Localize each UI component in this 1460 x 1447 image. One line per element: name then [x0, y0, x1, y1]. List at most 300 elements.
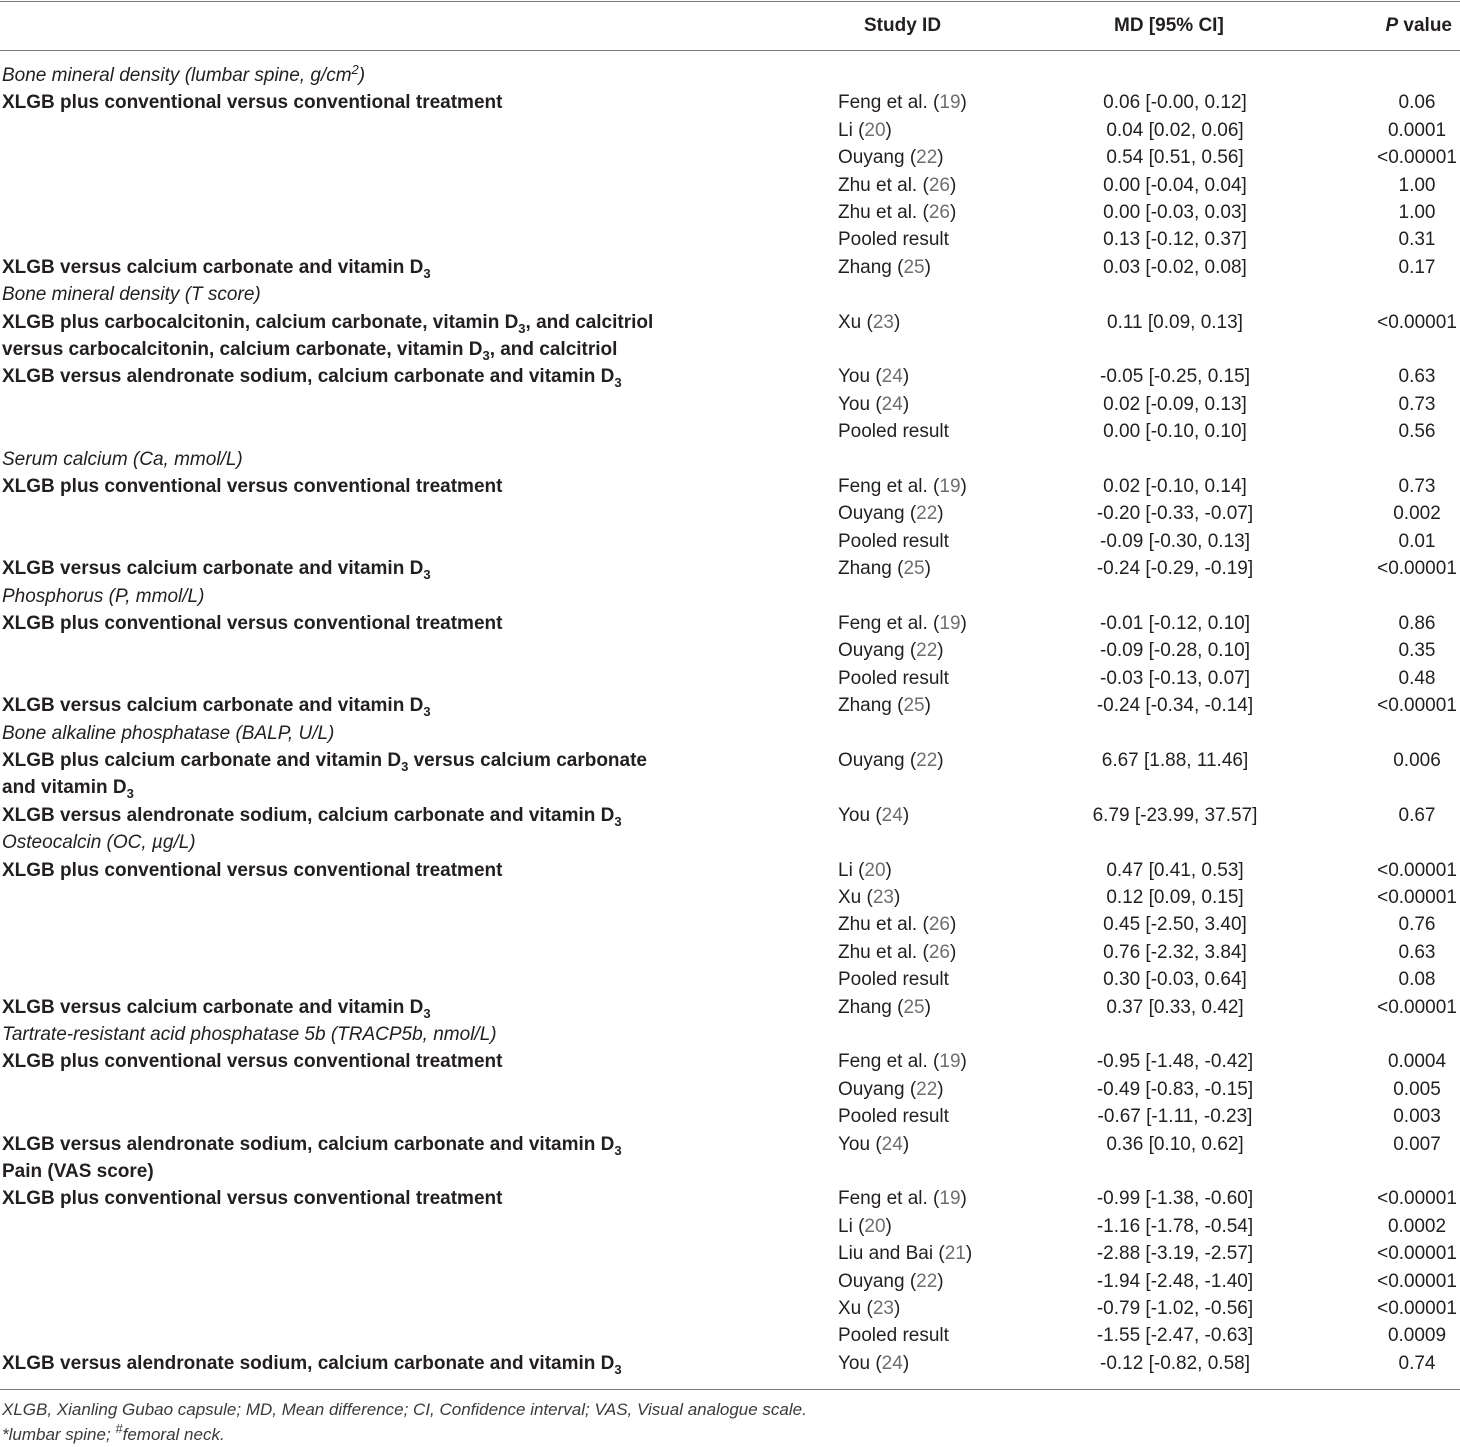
mean-difference: -0.20 [-0.33, -0.07] — [1096, 503, 1254, 525]
table-row — [0, 1268, 1460, 1295]
table-row — [0, 829, 1460, 856]
table-row — [0, 1295, 1460, 1322]
label-text: XLGB plus conventional versus conventional treatment — [2, 1051, 503, 1073]
subscript: 3 — [423, 567, 431, 583]
comparison-label — [2, 336, 617, 364]
mean-difference: -2.88 [-3.19, -2.57] — [1096, 1243, 1254, 1265]
p-value: <0.00001 — [1377, 859, 1457, 881]
p-value: <0.00001 — [1377, 695, 1457, 717]
subscript: 3 — [423, 704, 431, 720]
footnote-lumbar: *lumbar spine; — [2, 1425, 116, 1444]
mean-difference: 0.45 [-2.50, 3.40] — [1103, 914, 1247, 936]
mean-difference: 0.00 [-0.10, 0.10] — [1103, 421, 1247, 443]
study-name: Zhang ( — [838, 558, 904, 580]
comparison-label — [2, 802, 622, 830]
p-value: <0.00001 — [1377, 558, 1457, 580]
table-row — [0, 528, 1460, 555]
table-row — [0, 1350, 1460, 1377]
study-name: Zhu et al. ( — [838, 914, 929, 936]
study-name: Feng et al. ( — [838, 1188, 940, 1210]
p-value: 0.74 — [1398, 1352, 1436, 1374]
label-text: Serum calcium (Ca, mmol/L) — [2, 448, 243, 470]
study-name: Zhu et al. ( — [838, 174, 929, 196]
table-row — [0, 254, 1460, 281]
label-text: Bone alkaline phosphatase (BALP, U/L) — [2, 722, 335, 744]
mean-difference: -0.49 [-0.83, -0.15] — [1096, 1078, 1254, 1100]
study-id: Ouyang (22) — [838, 147, 944, 169]
study-id: Xu (23) — [838, 887, 901, 908]
study-id: Zhang (25) — [838, 996, 931, 1018]
study-name: Pooled result — [838, 421, 949, 443]
section-heading — [2, 583, 204, 610]
study-name: You ( — [838, 1352, 882, 1374]
table-row — [0, 802, 1460, 829]
study-name: Pooled result — [838, 1106, 949, 1128]
table-row — [0, 226, 1460, 253]
mean-difference: -0.95 [-1.48, -0.42] — [1096, 1051, 1254, 1073]
study-id: Zhu et al. (26) — [838, 914, 957, 936]
p-value: <0.00001 — [1377, 1298, 1457, 1319]
label-text: XLGB plus conventional versus conventional treatment — [2, 613, 503, 634]
study-name: Feng et al. ( — [838, 613, 940, 634]
study-id — [838, 1103, 949, 1130]
subscript: 3 — [423, 265, 431, 281]
study-id: Ouyang (22) — [838, 1270, 944, 1292]
table-row — [0, 1158, 1460, 1185]
p-value: 0.73 — [1398, 476, 1436, 497]
p-value: 0.67 — [1398, 804, 1436, 826]
p-value: <0.00001 — [1377, 1243, 1457, 1265]
footnote-hash: # — [115, 1421, 123, 1436]
label-text: XLGB plus conventional versus conventional treatment — [2, 92, 503, 114]
reference-link[interactable]: 20 — [864, 1215, 886, 1237]
label-text: Bone mineral density (T score) — [2, 284, 261, 306]
study-name: Pooled result — [838, 530, 949, 552]
reference-link[interactable]: 24 — [881, 393, 903, 415]
study-id: Zhu et al. (26) — [838, 941, 957, 963]
study-id: Li (20) — [838, 859, 892, 881]
mean-difference: 0.76 [-2.32, 3.84] — [1103, 941, 1247, 963]
subscript: 3 — [614, 1361, 622, 1377]
reference-link[interactable]: 26 — [928, 941, 950, 963]
reference-link[interactable]: 23 — [872, 887, 894, 908]
p-value: 0.007 — [1393, 1133, 1441, 1155]
study-id: You (24) — [838, 393, 910, 415]
comparison-label — [2, 89, 502, 116]
mean-difference: 0.13 [-0.12, 0.37] — [1103, 229, 1247, 251]
study-name: Ouyang ( — [838, 147, 917, 169]
mean-difference: 0.03 [-0.02, 0.08] — [1103, 256, 1247, 278]
comparison-label — [2, 1131, 622, 1159]
reference-link[interactable]: 24 — [881, 1352, 903, 1374]
label-text: XLGB plus conventional versus conventional treatment — [2, 1188, 503, 1210]
reference-link[interactable]: 26 — [928, 174, 950, 196]
study-name: Xu ( — [838, 1298, 873, 1319]
p-value: 0.06 — [1398, 92, 1436, 114]
mean-difference: -0.99 [-1.38, -0.60] — [1096, 1188, 1254, 1210]
footnote-abbreviations: XLGB, Xianling Gubao capsule; MD, Mean difference; CI, Confidence interval; VAS, Visual analogue scale. — [2, 1400, 807, 1419]
table-row — [0, 1213, 1460, 1240]
reference-link[interactable]: 21 — [944, 1243, 966, 1265]
study-id: Zhang (25) — [838, 256, 931, 278]
reference-link[interactable]: 22 — [916, 147, 938, 169]
table-row — [0, 391, 1460, 418]
p-value: 0.0002 — [1387, 1215, 1447, 1237]
study-name: You ( — [838, 393, 882, 415]
column-header-md-ci: MD [95% CI] — [1114, 15, 1224, 36]
comparison-label — [2, 1350, 622, 1378]
reference-link[interactable]: 19 — [939, 476, 961, 497]
label-text-after: , and calcitriol — [489, 339, 618, 360]
mean-difference: 0.02 [-0.10, 0.14] — [1103, 476, 1247, 497]
study-id: Zhu et al. (26) — [838, 202, 957, 223]
p-value: 0.0004 — [1387, 1051, 1447, 1073]
p-value: 0.01 — [1398, 530, 1436, 552]
section-heading — [2, 62, 365, 90]
study-id: You (24) — [838, 804, 910, 826]
column-header-study-id: Study ID — [864, 15, 942, 36]
study-id: Feng et al. (19) — [838, 92, 967, 114]
reference-link[interactable]: 20 — [864, 119, 886, 141]
reference-link[interactable]: 25 — [903, 256, 925, 278]
table-row — [0, 1131, 1460, 1158]
subscript: 3 — [126, 786, 134, 802]
subscript: 3 — [518, 320, 526, 336]
mean-difference: -0.09 [-0.30, 0.13] — [1100, 530, 1250, 552]
table-row — [0, 1076, 1460, 1103]
mean-difference: -1.16 [-1.78, -0.54] — [1096, 1215, 1254, 1237]
section-heading — [2, 829, 196, 856]
label-text: XLGB plus conventional versus conventional treatment — [2, 476, 503, 497]
table-row — [0, 747, 1460, 774]
table-row — [0, 692, 1460, 719]
reference-link[interactable]: 19 — [939, 1188, 961, 1210]
study-id: Ouyang (22) — [838, 1078, 944, 1100]
study-name: Zhu et al. ( — [838, 202, 929, 223]
study-name: Li ( — [838, 119, 865, 141]
study-id: Xu (23) — [838, 1298, 901, 1319]
study-id: Li (20) — [838, 1215, 892, 1237]
mean-difference: 0.37 [0.33, 0.42] — [1106, 996, 1244, 1018]
p-value: <0.00001 — [1377, 887, 1457, 908]
section-heading — [2, 281, 261, 308]
study-id — [838, 226, 949, 253]
mean-difference: -0.24 [-0.29, -0.19] — [1096, 558, 1254, 580]
label-text: XLGB plus calcium carbonate and vitamin D — [2, 750, 402, 771]
study-name: Zhang ( — [838, 996, 904, 1018]
study-id: Zhu et al. (26) — [838, 174, 957, 196]
mean-difference: -0.79 [-1.02, -0.56] — [1096, 1298, 1254, 1319]
label-text: XLGB versus alendronate sodium, calcium carbonate and vitamin D — [2, 804, 615, 826]
subscript: 3 — [614, 813, 622, 829]
comparison-label — [2, 254, 431, 282]
label-text-after: ) — [358, 65, 366, 86]
reference-link[interactable]: 24 — [881, 366, 903, 388]
reference-link[interactable]: 20 — [864, 859, 886, 881]
subscript: 3 — [614, 1142, 622, 1158]
reference-link[interactable]: 22 — [916, 1270, 938, 1292]
mean-difference: 6.79 [-23.99, 37.57] — [1092, 804, 1258, 826]
p-value: 0.76 — [1398, 914, 1436, 936]
p-value: 0.0001 — [1387, 119, 1447, 141]
reference-link[interactable]: 24 — [881, 804, 903, 826]
table-row — [0, 939, 1460, 966]
study-name: Zhu et al. ( — [838, 941, 929, 963]
study-name: You ( — [838, 1133, 882, 1155]
label-text: XLGB versus alendronate sodium, calcium carbonate and vitamin D — [2, 1352, 615, 1374]
footnote-femoral: femoral neck. — [122, 1425, 225, 1444]
reference-link[interactable]: 19 — [939, 1051, 961, 1073]
study-name: Xu ( — [838, 887, 873, 908]
table-row — [0, 555, 1460, 582]
study-id — [838, 528, 949, 555]
section-heading — [2, 1021, 497, 1048]
comparison-label — [2, 309, 653, 337]
p-value: 0.48 — [1398, 667, 1436, 689]
mean-difference: -1.55 [-2.47, -0.63] — [1096, 1325, 1254, 1347]
footnote-symbols — [2, 1421, 225, 1447]
label-text: versus carbocalcitonin, calcium carbonate, vitamin D — [2, 339, 483, 360]
label-text: XLGB plus conventional versus conventional treatment — [2, 859, 503, 881]
reference-link[interactable]: 22 — [916, 750, 938, 771]
mean-difference: 0.12 [0.09, 0.15] — [1106, 887, 1244, 908]
reference-link[interactable]: 22 — [916, 503, 938, 525]
p-value: 0.31 — [1398, 229, 1436, 251]
comparison-label — [2, 1185, 502, 1212]
mean-difference: -0.67 [-1.11, -0.23] — [1097, 1106, 1253, 1128]
label-text-after: versus calcium carbonate — [408, 750, 647, 771]
table-row — [0, 857, 1460, 884]
mean-difference: 0.47 [0.41, 0.53] — [1106, 859, 1244, 881]
mean-difference: 0.54 [0.51, 0.56] — [1106, 147, 1244, 169]
study-id: You (24) — [838, 366, 910, 388]
table-row — [0, 774, 1460, 801]
section-heading — [2, 446, 243, 473]
study-name: Ouyang ( — [838, 1078, 917, 1100]
subscript: 3 — [614, 375, 622, 391]
p-value: 1.00 — [1398, 174, 1436, 196]
table-row — [0, 1185, 1460, 1212]
table-row — [0, 336, 1460, 363]
label-text: XLGB plus carbocalcitonin, calcium carbonate, vitamin D — [2, 311, 519, 333]
p-value: 0.63 — [1398, 366, 1436, 388]
comparison-label — [2, 473, 502, 500]
table-row — [0, 199, 1460, 226]
p-value: 1.00 — [1398, 202, 1436, 223]
reference-link[interactable]: 24 — [881, 1133, 903, 1155]
study-name: You ( — [838, 366, 882, 388]
p-value: <0.00001 — [1377, 147, 1457, 169]
table-row — [0, 610, 1460, 637]
p-value: 0.003 — [1393, 1106, 1441, 1128]
p-italic: P — [1385, 15, 1399, 36]
table-row — [0, 637, 1460, 664]
p-value: 0.63 — [1398, 941, 1436, 963]
study-name: Zhang ( — [838, 256, 904, 278]
study-name: Ouyang ( — [838, 640, 917, 662]
table-row — [0, 720, 1460, 747]
study-id — [838, 418, 949, 445]
label-text: XLGB versus alendronate sodium, calcium carbonate and vitamin D — [2, 1133, 615, 1155]
comparison-label — [2, 994, 431, 1022]
mean-difference: -0.24 [-0.34, -0.14] — [1096, 695, 1254, 717]
study-name: Li ( — [838, 859, 865, 881]
subscript: 3 — [423, 1005, 431, 1021]
table-row — [0, 144, 1460, 171]
reference-link[interactable]: 22 — [916, 640, 938, 662]
mean-difference: 6.67 [1.88, 11.46] — [1101, 750, 1249, 771]
p-value: 0.86 — [1398, 613, 1436, 634]
study-id — [838, 966, 949, 993]
mean-difference: 0.00 [-0.04, 0.04] — [1103, 174, 1247, 196]
reference-link[interactable]: 25 — [903, 996, 925, 1018]
study-name: You ( — [838, 804, 882, 826]
table-header-rule — [0, 50, 1460, 51]
table-row — [0, 117, 1460, 144]
mean-difference: -1.94 [-2.48, -1.40] — [1096, 1270, 1254, 1292]
table-row — [0, 500, 1460, 527]
mean-difference: -0.12 [-0.82, 0.58] — [1100, 1352, 1250, 1374]
p-value: 0.002 — [1393, 503, 1441, 525]
label-text: Phosphorus (P, mmol/L) — [2, 585, 205, 607]
table-row — [0, 281, 1460, 308]
mean-difference: 0.36 [0.10, 0.62] — [1106, 1133, 1244, 1155]
table-row — [0, 172, 1460, 199]
study-id: Xu (23) — [838, 311, 901, 333]
study-id: You (24) — [838, 1133, 910, 1155]
table-row — [0, 1021, 1460, 1048]
study-id — [838, 1322, 949, 1349]
study-id: Feng et al. (19) — [838, 1051, 967, 1073]
section-heading — [2, 720, 334, 747]
reference-link[interactable]: 25 — [903, 558, 925, 580]
comparison-label — [2, 555, 431, 583]
label-text: Bone mineral density (lumbar spine, g/cm — [2, 65, 352, 86]
reference-link[interactable]: 23 — [872, 1298, 894, 1319]
table-row — [0, 884, 1460, 911]
study-name: Liu and Bai ( — [838, 1243, 945, 1265]
study-id: Ouyang (22) — [838, 750, 944, 771]
mean-difference: -0.09 [-0.28, 0.10] — [1100, 640, 1250, 662]
table-row — [0, 89, 1460, 116]
reference-link[interactable]: 25 — [903, 695, 925, 717]
p-rest: value — [1398, 15, 1452, 36]
table-row — [0, 1322, 1460, 1349]
mean-difference: 0.02 [-0.09, 0.13] — [1103, 393, 1247, 415]
study-id: Feng et al. (19) — [838, 1188, 967, 1210]
reference-link[interactable]: 19 — [939, 92, 961, 114]
table-row — [0, 1048, 1460, 1075]
study-id: Li (20) — [838, 119, 892, 141]
p-value: <0.00001 — [1377, 311, 1457, 333]
p-value: <0.00001 — [1377, 996, 1457, 1018]
table-row — [0, 994, 1460, 1021]
study-id: Feng et al. (19) — [838, 476, 967, 497]
table-row — [0, 363, 1460, 390]
label-text: XLGB versus alendronate sodium, calcium carbonate and vitamin D — [2, 366, 615, 388]
label-text: Pain (VAS score) — [2, 1161, 154, 1182]
subscript: 3 — [401, 759, 409, 774]
study-name: Pooled result — [838, 229, 949, 251]
mean-difference: 0.06 [-0.00, 0.12] — [1103, 92, 1247, 114]
superscript: 2 — [351, 62, 359, 77]
study-name: Feng et al. ( — [838, 1051, 940, 1073]
comparison-label — [2, 692, 431, 720]
reference-link[interactable]: 19 — [939, 613, 961, 634]
table-row — [0, 665, 1460, 692]
label-text: XLGB versus calcium carbonate and vitamin D — [2, 256, 424, 278]
table-row — [0, 911, 1460, 938]
p-value: 0.0009 — [1387, 1325, 1447, 1347]
subscript: 3 — [482, 348, 490, 363]
mean-difference: 0.30 [-0.03, 0.64] — [1103, 969, 1247, 991]
p-value: 0.17 — [1398, 256, 1436, 278]
table-row — [0, 1240, 1460, 1267]
mean-difference: -0.05 [-0.25, 0.15] — [1100, 366, 1250, 388]
reference-link[interactable]: 26 — [928, 202, 950, 223]
mean-difference: -0.01 [-0.12, 0.10] — [1100, 613, 1250, 634]
table-row — [0, 473, 1460, 500]
mean-difference: -0.03 [-0.13, 0.07] — [1100, 667, 1250, 689]
study-name: Xu ( — [838, 311, 873, 333]
study-id — [838, 665, 949, 692]
label-text: XLGB versus calcium carbonate and vitamin D — [2, 695, 424, 717]
table-row — [0, 62, 1460, 89]
study-id: Liu and Bai (21) — [838, 1243, 973, 1265]
study-name: Zhang ( — [838, 695, 904, 717]
table-row — [0, 309, 1460, 336]
study-id: Ouyang (22) — [838, 503, 944, 525]
p-value: 0.08 — [1398, 969, 1436, 991]
comparison-label — [2, 610, 502, 637]
comparison-label — [2, 747, 647, 775]
p-value: 0.35 — [1398, 640, 1436, 662]
label-text: XLGB versus calcium carbonate and vitamin D — [2, 996, 424, 1018]
p-value: 0.005 — [1393, 1078, 1441, 1100]
table-row — [0, 446, 1460, 473]
comparison-label — [2, 1048, 502, 1075]
table-top-rule — [0, 1, 1460, 2]
reference-link[interactable]: 26 — [928, 914, 950, 936]
study-name: Pooled result — [838, 969, 949, 991]
reference-link[interactable]: 23 — [872, 311, 894, 333]
p-value: <0.00001 — [1377, 1188, 1457, 1210]
p-value: <0.00001 — [1377, 1270, 1457, 1292]
table-row — [0, 418, 1460, 445]
reference-link[interactable]: 22 — [916, 1078, 938, 1100]
study-id: Feng et al. (19) — [838, 613, 967, 634]
mean-difference: 0.00 [-0.03, 0.03] — [1103, 202, 1247, 223]
study-id: You (24) — [838, 1352, 910, 1374]
p-value: 0.006 — [1393, 750, 1441, 771]
p-value: 0.56 — [1398, 421, 1436, 443]
label-text: Osteocalcin (OC, µg/L) — [2, 832, 196, 854]
study-name: Ouyang ( — [838, 503, 917, 525]
table-bottom-rule — [0, 1389, 1460, 1390]
comparison-label — [2, 774, 134, 802]
mean-difference: 0.04 [0.02, 0.06] — [1106, 119, 1244, 141]
comparison-label — [2, 857, 502, 884]
table-row — [0, 966, 1460, 993]
study-name: Feng et al. ( — [838, 476, 940, 497]
study-name: Pooled result — [838, 667, 949, 689]
label-text: Tartrate-resistant acid phosphatase 5b (TRACP5b, nmol/L) — [2, 1024, 497, 1045]
column-header-p-value — [1385, 14, 1452, 38]
comparison-label — [2, 363, 622, 391]
study-name: Feng et al. ( — [838, 92, 940, 114]
study-id: Zhang (25) — [838, 558, 931, 580]
study-name: Ouyang ( — [838, 750, 917, 771]
